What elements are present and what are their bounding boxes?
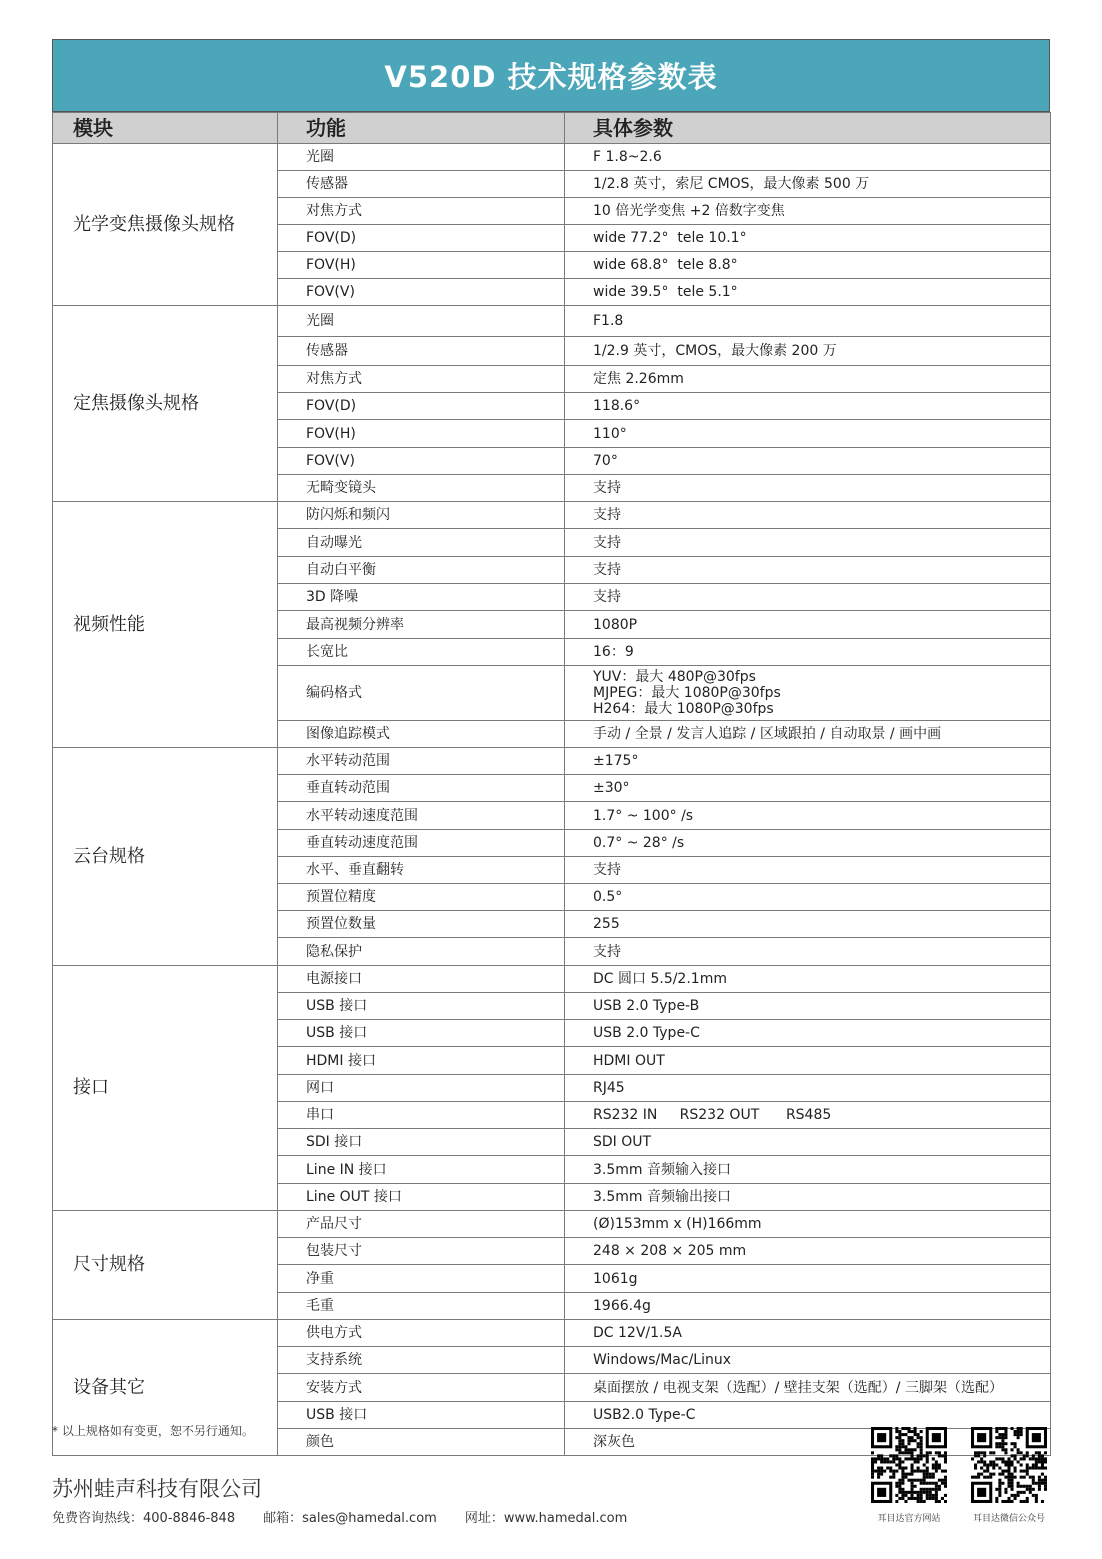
function-cell: 安装方式 bbox=[278, 1374, 565, 1402]
contact-info bbox=[52, 1507, 627, 1526]
function-cell: 防闪烁和频闪 bbox=[278, 502, 565, 529]
header-row bbox=[53, 113, 1051, 144]
value-line: (Ø)153mm x (H)166mm bbox=[593, 1216, 762, 1232]
function-cell: 自动曝光 bbox=[278, 529, 565, 557]
function-cell: 隐私保护 bbox=[278, 938, 565, 966]
value-cell bbox=[565, 1102, 1051, 1129]
value-line: USB 2.0 Type-C bbox=[593, 1025, 700, 1041]
value-line: 支持 bbox=[593, 943, 621, 960]
function-cell: USB 接口 bbox=[278, 1020, 565, 1047]
function-cell: Line IN 接口 bbox=[278, 1156, 565, 1184]
value-line: 手动 / 全景 / 发言人追踪 / 区域跟拍 / 自动取景 / 画中画 bbox=[593, 726, 942, 742]
value-line: wide 68.8° tele 8.8° bbox=[593, 257, 738, 273]
value-cell bbox=[565, 171, 1051, 198]
footnote: * 以上规格如有变更，恕不另行通知。 bbox=[52, 1424, 254, 1438]
value-cell bbox=[565, 993, 1051, 1020]
function-cell: 供电方式 bbox=[278, 1320, 565, 1347]
value-line: 深灰色 bbox=[593, 1434, 635, 1450]
value-line: USB2.0 Type-C bbox=[593, 1407, 696, 1423]
function-cell: 对焦方式 bbox=[278, 198, 565, 225]
value-line: HDMI OUT bbox=[593, 1052, 665, 1069]
value-cell bbox=[565, 529, 1051, 557]
spec-sheet bbox=[52, 39, 1050, 1456]
function-cell: 颜色 bbox=[278, 1429, 565, 1456]
value-cell bbox=[565, 306, 1051, 337]
function-cell: USB 接口 bbox=[278, 993, 565, 1020]
function-cell: 长宽比 bbox=[278, 639, 565, 666]
value-line: 1080P bbox=[593, 616, 638, 633]
function-cell: 垂直转动范围 bbox=[278, 775, 565, 802]
module-cell: 设备其它 bbox=[53, 1320, 278, 1456]
function-cell: 包装尺寸 bbox=[278, 1238, 565, 1265]
value-line: USB 2.0 Type-B bbox=[593, 998, 700, 1014]
table-row bbox=[53, 1211, 1051, 1238]
value-line: 支持 bbox=[593, 862, 621, 878]
value-line: 支持 bbox=[593, 507, 621, 523]
value-cell bbox=[565, 666, 1051, 721]
value-cell bbox=[565, 393, 1051, 420]
function-cell: SDI 接口 bbox=[278, 1129, 565, 1156]
function-cell: 电源接口 bbox=[278, 966, 565, 993]
table-row bbox=[53, 1320, 1051, 1347]
table-row bbox=[53, 966, 1051, 993]
value-line: DC 圆口 5.5/2.1mm bbox=[593, 971, 727, 987]
value-line: ±30° bbox=[593, 780, 630, 796]
function-cell: 串口 bbox=[278, 1102, 565, 1129]
qr-code-wechat bbox=[971, 1427, 1047, 1503]
module-cell: 尺寸规格 bbox=[53, 1211, 278, 1320]
function-cell: Line OUT 接口 bbox=[278, 1184, 565, 1211]
function-cell: FOV(D) bbox=[278, 225, 565, 252]
function-cell: 预置位数量 bbox=[278, 911, 565, 938]
value-cell bbox=[565, 1211, 1051, 1238]
spec-body bbox=[53, 144, 1051, 1456]
value-cell bbox=[565, 721, 1051, 748]
value-cell bbox=[565, 279, 1051, 306]
value-cell bbox=[565, 802, 1051, 830]
value-cell bbox=[565, 775, 1051, 802]
function-cell: 自动白平衡 bbox=[278, 557, 565, 584]
value-cell bbox=[565, 611, 1051, 639]
value-line: H264：最大 1080P@30fps bbox=[593, 701, 774, 717]
value-cell bbox=[565, 1047, 1051, 1075]
function-cell: 水平转动速度范围 bbox=[278, 802, 565, 830]
module-cell: 视频性能 bbox=[53, 502, 278, 748]
value-cell bbox=[565, 366, 1051, 393]
value-line: RJ45 bbox=[593, 1080, 625, 1096]
value-cell bbox=[565, 1238, 1051, 1265]
function-cell: 最高视频分辨率 bbox=[278, 611, 565, 639]
table-row bbox=[53, 748, 1051, 775]
module-cell: 接口 bbox=[53, 966, 278, 1211]
function-cell: 编码格式 bbox=[278, 666, 565, 721]
value-cell bbox=[565, 748, 1051, 775]
email[interactable]: 邮箱：sales@hamedal.com bbox=[263, 1511, 437, 1526]
value-cell bbox=[565, 966, 1051, 993]
function-cell: 光圈 bbox=[278, 144, 565, 171]
value-line: DC 12V/1.5A bbox=[593, 1325, 682, 1341]
value-cell bbox=[565, 884, 1051, 911]
function-cell: 净重 bbox=[278, 1265, 565, 1293]
function-cell: 传感器 bbox=[278, 337, 565, 366]
value-line: 支持 bbox=[593, 589, 621, 605]
value-line: 118.6° bbox=[593, 398, 641, 414]
value-cell bbox=[565, 1075, 1051, 1102]
function-cell: 产品尺寸 bbox=[278, 1211, 565, 1238]
function-cell: 网口 bbox=[278, 1075, 565, 1102]
value-line: 支持 bbox=[593, 480, 621, 496]
value-line: 1966.4g bbox=[593, 1298, 651, 1314]
value-line: 1/2.9 英寸，CMOS，最大像素 200 万 bbox=[593, 343, 837, 359]
value-line: 248 × 208 × 205 mm bbox=[593, 1243, 747, 1259]
module-cell: 云台规格 bbox=[53, 748, 278, 966]
value-line: 110° bbox=[593, 425, 627, 442]
function-cell: FOV(D) bbox=[278, 393, 565, 420]
value-cell bbox=[565, 1156, 1051, 1184]
value-line: 桌面摆放 / 电视支架（选配）/ 壁挂支架（选配）/ 三脚架（选配） bbox=[593, 1379, 1003, 1396]
value-line: wide 39.5° tele 5.1° bbox=[593, 284, 738, 300]
value-cell bbox=[565, 830, 1051, 857]
value-cell bbox=[565, 448, 1051, 475]
header-function: 功能 bbox=[278, 113, 565, 144]
table-row bbox=[53, 502, 1051, 529]
value-cell bbox=[565, 1320, 1051, 1347]
module-cell: 光学变焦摄像头规格 bbox=[53, 144, 278, 306]
function-cell: 光圈 bbox=[278, 306, 565, 337]
value-cell bbox=[565, 1402, 1051, 1429]
hotline: 免费咨询热线：400-8846-848 bbox=[52, 1511, 236, 1526]
value-cell bbox=[565, 1347, 1051, 1374]
function-cell: FOV(V) bbox=[278, 279, 565, 306]
value-line: SDI OUT bbox=[593, 1134, 652, 1150]
value-cell bbox=[565, 225, 1051, 252]
function-cell: 毛重 bbox=[278, 1293, 565, 1320]
spec-table bbox=[52, 112, 1051, 1456]
value-line: 1.7° ~ 100° /s bbox=[593, 807, 694, 824]
function-cell: 垂直转动速度范围 bbox=[278, 830, 565, 857]
value-line: 10 倍光学变焦 +2 倍数字变焦 bbox=[593, 203, 785, 219]
function-cell: FOV(H) bbox=[278, 252, 565, 279]
qr-code-website bbox=[871, 1427, 947, 1503]
value-cell bbox=[565, 1184, 1051, 1211]
value-cell bbox=[565, 337, 1051, 366]
value-cell bbox=[565, 1020, 1051, 1047]
value-line: 1/2.8 英寸，索尼 CMOS，最大像素 500 万 bbox=[593, 176, 870, 192]
value-cell bbox=[565, 420, 1051, 448]
function-cell: 水平、垂直翻转 bbox=[278, 857, 565, 884]
value-cell bbox=[565, 1129, 1051, 1156]
function-cell: USB 接口 bbox=[278, 1402, 565, 1429]
module-cell: 定焦摄像头规格 bbox=[53, 306, 278, 502]
function-cell: HDMI 接口 bbox=[278, 1047, 565, 1075]
value-line: RS232 IN RS232 OUT RS485 bbox=[593, 1107, 832, 1123]
value-line: 支持 bbox=[593, 562, 621, 578]
value-line: F1.8 bbox=[593, 313, 624, 329]
table-row bbox=[53, 144, 1051, 171]
function-cell: 3D 降噪 bbox=[278, 584, 565, 611]
sheet-title: V520D 技术规格参数表 bbox=[52, 39, 1050, 112]
function-cell: FOV(H) bbox=[278, 420, 565, 448]
qr-caption-wechat: 耳目达微信公众号 bbox=[972, 1514, 1045, 1524]
value-cell bbox=[565, 144, 1051, 171]
value-line: 支持 bbox=[593, 534, 621, 551]
value-cell bbox=[565, 198, 1051, 225]
value-line: 3.5mm 音频输出接口 bbox=[593, 1189, 731, 1205]
value-cell bbox=[565, 252, 1051, 279]
function-cell: 图像追踪模式 bbox=[278, 721, 565, 748]
value-cell bbox=[565, 1374, 1051, 1402]
qr-caption-website: 耳目达官方网站 bbox=[877, 1514, 941, 1524]
function-cell: 支持系统 bbox=[278, 1347, 565, 1374]
value-cell bbox=[565, 475, 1051, 502]
value-cell bbox=[565, 857, 1051, 884]
table-row bbox=[53, 306, 1051, 337]
value-line: MJPEG：最大 1080P@30fps bbox=[593, 685, 781, 701]
value-line: 定焦 2.26mm bbox=[593, 371, 684, 387]
header-module: 模块 bbox=[53, 113, 278, 144]
value-cell bbox=[565, 502, 1051, 529]
value-line: ±175° bbox=[593, 753, 639, 769]
function-cell: 水平转动范围 bbox=[278, 748, 565, 775]
value-line: wide 77.2° tele 10.1° bbox=[593, 230, 747, 246]
value-cell bbox=[565, 639, 1051, 666]
value-cell bbox=[565, 557, 1051, 584]
website[interactable]: 网址：www.hamedal.com bbox=[464, 1511, 628, 1526]
value-line: YUV：最大 480P@30fps bbox=[593, 669, 756, 685]
function-cell: 传感器 bbox=[278, 171, 565, 198]
value-cell bbox=[565, 1293, 1051, 1320]
function-cell: FOV(V) bbox=[278, 448, 565, 475]
value-line: Windows/Mac/Linux bbox=[593, 1352, 732, 1368]
value-line: 0.7° ~ 28° /s bbox=[593, 835, 685, 851]
value-cell bbox=[565, 938, 1051, 966]
value-cell bbox=[565, 584, 1051, 611]
header-params: 具体参数 bbox=[565, 113, 1051, 144]
company-name: 苏州蛙声科技有限公司 bbox=[52, 1477, 262, 1501]
value-line: F 1.8~2.6 bbox=[593, 149, 662, 165]
value-line: 70° bbox=[593, 453, 618, 469]
value-cell bbox=[565, 1265, 1051, 1293]
function-cell: 预置位精度 bbox=[278, 884, 565, 911]
value-line: 16：9 bbox=[593, 644, 634, 660]
function-cell: 无畸变镜头 bbox=[278, 475, 565, 502]
function-cell: 对焦方式 bbox=[278, 366, 565, 393]
value-line: 3.5mm 音频输入接口 bbox=[593, 1161, 731, 1178]
value-line: 1061g bbox=[593, 1270, 638, 1287]
value-line: 255 bbox=[593, 916, 620, 932]
value-line: 0.5° bbox=[593, 889, 623, 905]
value-cell bbox=[565, 911, 1051, 938]
